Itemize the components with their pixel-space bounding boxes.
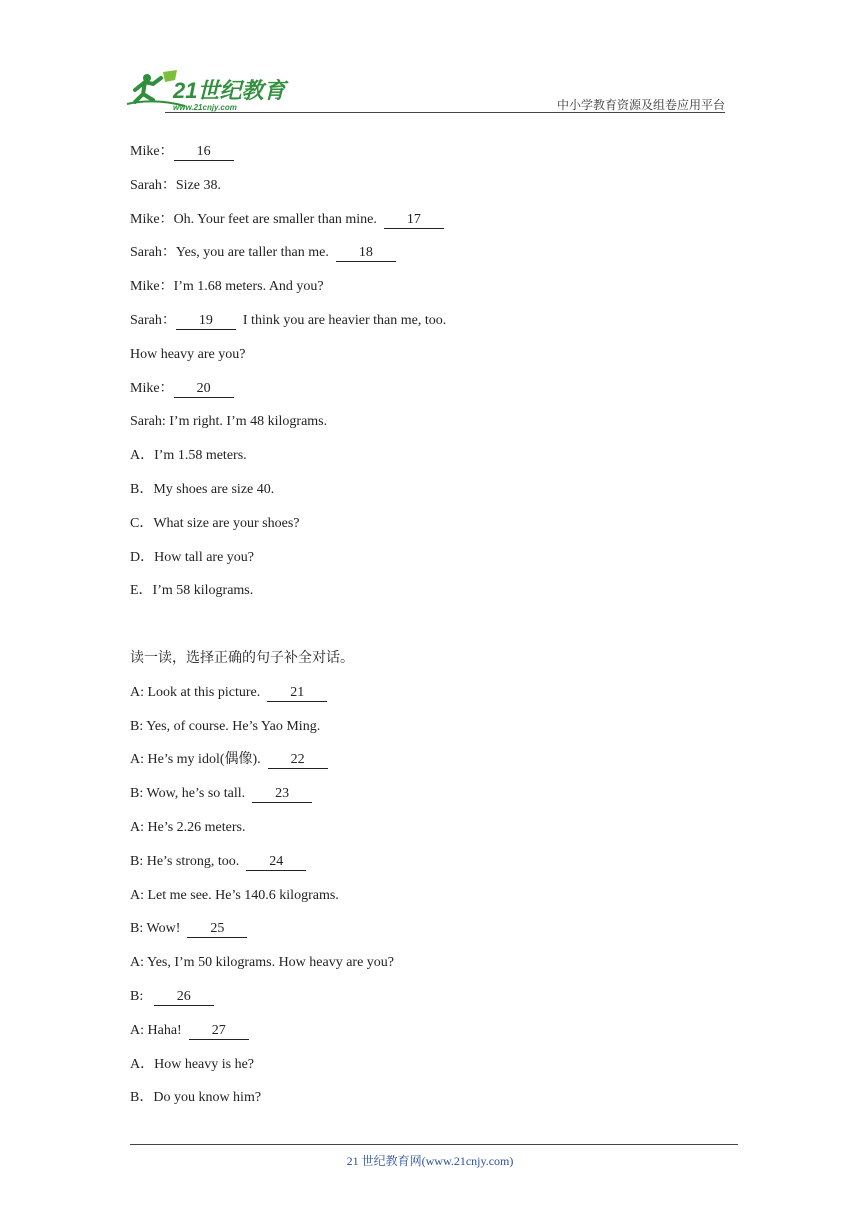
dialog-text: Oh. Your feet are smaller than mine. xyxy=(173,211,384,227)
speaker-label: B: xyxy=(130,921,147,937)
dialog-line xyxy=(130,210,444,230)
speaker-label: Mike： xyxy=(130,144,174,159)
speaker-label: A: xyxy=(130,1022,148,1038)
dialog-line xyxy=(130,412,327,432)
dialog-line xyxy=(130,919,247,939)
dialog-line xyxy=(130,311,446,331)
dialog-text: Haha! xyxy=(147,1022,189,1038)
dialog-text: How heavy are you? xyxy=(130,346,246,362)
dialog-line xyxy=(130,142,234,162)
dialog-line xyxy=(130,345,245,365)
section-instruction: 读一读，选择正确的句子补全对话。 xyxy=(130,651,354,666)
answer-blank[interactable]: 16 xyxy=(174,144,234,161)
dialog-line xyxy=(130,784,312,804)
option-item: A．I’m 1.58 meters. xyxy=(130,448,247,464)
speaker-label: A: xyxy=(130,887,148,903)
option-item: B．My shoes are size 40. xyxy=(130,482,275,497)
speaker-label: A: xyxy=(130,752,148,768)
svg-text:21世纪教育: 21世纪教育 xyxy=(173,78,286,103)
dialog-text: Yes, I’m 50 kilograms. How heavy are you? xyxy=(146,955,395,971)
dialog-text: Yes, you are taller than me. xyxy=(175,245,336,261)
speaker-label: B: xyxy=(130,989,147,1004)
speaker-label: B: xyxy=(130,718,147,734)
footer-divider xyxy=(130,1144,738,1145)
dialog-line xyxy=(130,277,324,297)
dialog-line xyxy=(130,717,320,737)
answer-blank[interactable]: 22 xyxy=(268,752,328,769)
answer-blank[interactable]: 20 xyxy=(174,381,234,398)
option-item: B．Do you know him? xyxy=(130,1090,262,1106)
dialog-line xyxy=(130,379,234,399)
footer-text: 21 世纪教育网(www.21cnjy.com) xyxy=(346,1154,514,1168)
answer-blank[interactable]: 25 xyxy=(187,921,247,938)
speaker-label: A: xyxy=(130,820,148,835)
dialog-line xyxy=(130,987,214,1007)
page-header xyxy=(125,68,725,116)
svg-text:www.21cnjy.com: www.21cnjy.com xyxy=(173,103,237,112)
dialog-line xyxy=(130,683,327,703)
dialog-line xyxy=(130,1021,249,1041)
speaker-label: A: xyxy=(130,955,147,971)
answer-blank[interactable]: 26 xyxy=(154,989,214,1006)
answer-blank[interactable]: 17 xyxy=(384,212,444,229)
dialog-text: He’s 2.26 meters. xyxy=(147,820,246,835)
dialog-text: He’s my idol(偶像). xyxy=(147,752,268,768)
speaker-label: B: xyxy=(130,786,147,802)
dialog-line xyxy=(130,176,221,196)
speaker-label: A: xyxy=(130,684,148,700)
dialog-line xyxy=(130,243,396,263)
dialog-text: Let me see. He’s 140.6 kilograms. xyxy=(147,887,339,903)
option-item: C．What size are your shoes? xyxy=(130,515,300,531)
answer-blank[interactable]: 27 xyxy=(189,1023,249,1040)
answer-blank[interactable]: 24 xyxy=(246,854,306,871)
speaker-label: Mike： xyxy=(130,380,174,396)
dialog-text: I’m 1.68 meters. And you? xyxy=(173,279,324,295)
dialog-text: Yes, of course. He’s Yao Ming. xyxy=(146,718,321,734)
speaker-label: B: xyxy=(130,853,147,869)
speaker-label: Sarah: xyxy=(130,414,170,430)
dialog-text: Size 38. xyxy=(175,177,221,193)
speaker-label: Mike： xyxy=(130,211,174,227)
speaker-label: Sarah： xyxy=(130,177,176,193)
speaker-label: Mike： xyxy=(130,279,174,295)
header-platform-text: 中小学教育资源及组卷应用平台 xyxy=(556,98,725,112)
speaker-label: Sarah： xyxy=(130,245,176,261)
dialog-text: He’s strong, too. xyxy=(146,853,247,869)
dialog-text-after: I think you are heavier than me, too. xyxy=(235,313,447,328)
dialog-line xyxy=(130,852,306,872)
option-item: D．How tall are you? xyxy=(130,549,255,565)
dialog-text: Wow, he’s so tall. xyxy=(146,786,253,802)
header-divider xyxy=(165,112,725,113)
dialog-line xyxy=(130,886,339,906)
dialog-text: Look at this picture. xyxy=(147,684,268,700)
speaker-label: Sarah： xyxy=(130,313,176,328)
dialog-text: I’m right. I’m 48 kilograms. xyxy=(169,414,328,430)
option-item: A．How heavy is he? xyxy=(130,1056,255,1072)
answer-blank[interactable]: 18 xyxy=(336,245,396,262)
dialog-line xyxy=(130,953,394,973)
answer-blank[interactable]: 21 xyxy=(267,685,327,702)
dialog-line xyxy=(130,818,245,838)
logo-21cnjy xyxy=(125,68,290,112)
dialog-text: Wow! xyxy=(146,921,188,937)
dialog-text xyxy=(147,989,154,1004)
option-item: E．I’m 58 kilograms. xyxy=(130,583,254,599)
answer-blank[interactable]: 23 xyxy=(252,786,312,803)
answer-blank[interactable]: 19 xyxy=(176,313,236,330)
dialog-line xyxy=(130,750,328,770)
